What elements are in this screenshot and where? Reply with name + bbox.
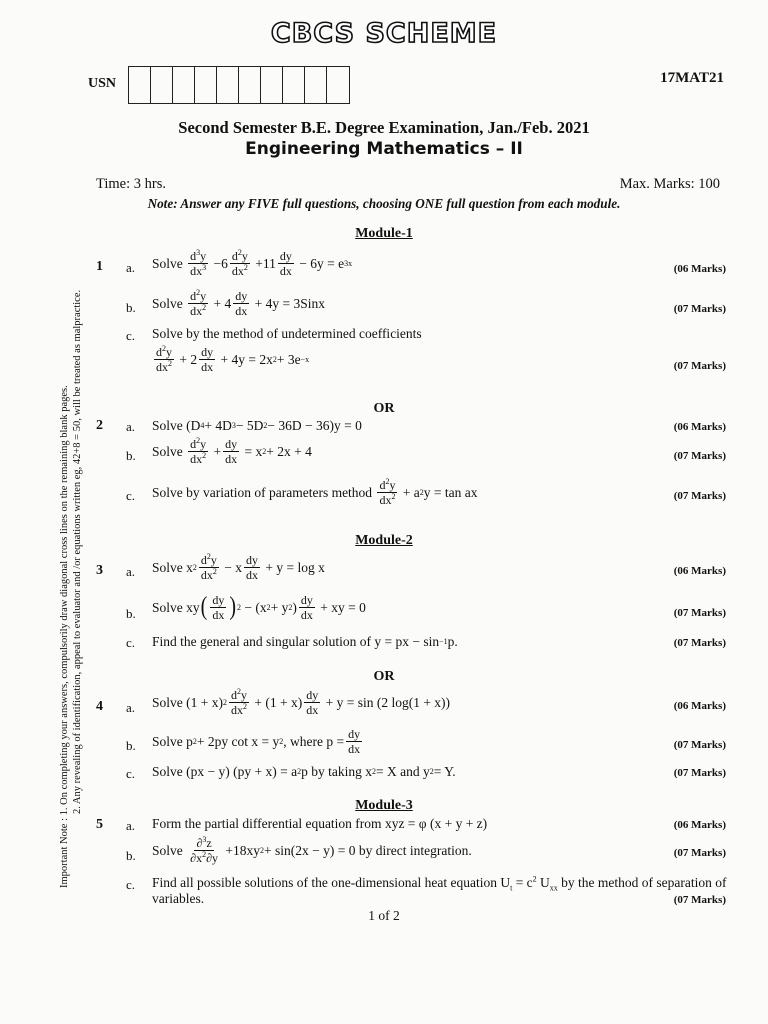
subpart-label: b. bbox=[126, 606, 136, 621]
subpart-label: c. bbox=[126, 328, 136, 343]
question-text: Solve bbox=[152, 764, 183, 779]
subpart-label: a. bbox=[126, 700, 136, 715]
question-2a: Solve (D 4 + 4D 3 − 5D 2 − 36D − 36)y = 0 bbox=[152, 418, 362, 433]
by-taking-text: by taking bbox=[311, 764, 362, 779]
question-text: Solve bbox=[152, 599, 183, 615]
question-5c: Find all possible solutions of the one-dimensional heat equation $U_t = c^2$ $U_{xx}$ by the method of separation of variables. bbox=[152, 874, 727, 906]
question-1c-text: Solve by the method of undetermined coefficients bbox=[152, 326, 422, 341]
marks-label: (07 Marks) bbox=[673, 490, 726, 502]
question-5b: Solve $\frac{\partial^3z}{\partial x^2\partial y}$ +18xy 2 + sin(2x − y) = 0 by direct integration. bbox=[152, 835, 472, 865]
question-4c: Solve (px − y) (py + x) = a 2 p by taking x 2 = X and y 2 = Y. bbox=[152, 764, 456, 779]
subpart-label: b. bbox=[126, 300, 136, 315]
question-text: Solve bbox=[152, 255, 183, 271]
question-text: Solve bbox=[152, 443, 183, 459]
subpart-label: a. bbox=[126, 818, 136, 833]
subpart-label: b. bbox=[126, 848, 136, 863]
where-text: , where bbox=[283, 733, 323, 749]
subpart-label: b. bbox=[126, 448, 136, 463]
usn-box bbox=[195, 67, 217, 103]
time-allowed: Time: 3 hrs. bbox=[96, 176, 166, 192]
marks-label: (06 Marks) bbox=[673, 263, 726, 275]
subpart-label: c. bbox=[126, 766, 136, 781]
marks-label: (07 Marks) bbox=[673, 450, 726, 462]
usn-box bbox=[173, 67, 195, 103]
usn-box bbox=[261, 67, 283, 103]
marks-label: (07 Marks) bbox=[673, 894, 726, 906]
question-text: Solve bbox=[152, 418, 183, 433]
subpart-label: c. bbox=[126, 488, 136, 503]
marks-label: (06 Marks) bbox=[673, 565, 726, 577]
marks-label: (07 Marks) bbox=[673, 847, 726, 859]
marks-label: (07 Marks) bbox=[673, 607, 726, 619]
usn-boxes bbox=[128, 66, 350, 104]
subpart-label: a. bbox=[126, 564, 136, 579]
question-text: Solve bbox=[152, 295, 183, 311]
marks-label: (06 Marks) bbox=[673, 700, 726, 712]
usn-box bbox=[283, 67, 305, 103]
usn-box bbox=[129, 67, 151, 103]
question-1a: Solve $\frac{d^3y}{dx^3}$ −6 $\frac{d^2y}{dx^2}$ +11 $\frac{dy}{dx}$ − 6y = e 3x bbox=[152, 248, 353, 278]
question-2c: Solve by variation of parameters method $\frac{d^2y}{dx^2}$ + a 2 y = tan ax bbox=[152, 477, 478, 507]
usn-box bbox=[217, 67, 239, 103]
marks-label: (07 Marks) bbox=[673, 637, 726, 649]
usn-label: USN bbox=[88, 76, 117, 91]
exam-title: Second Semester B.E. Degree Examination, Jan./Feb. 2021 bbox=[178, 118, 590, 137]
question-text: Solve bbox=[152, 733, 183, 749]
instructions-note: Note: Answer any FIVE full questions, choosing ONE full question from each module. bbox=[147, 196, 621, 211]
page-number: 1 of 2 bbox=[368, 908, 400, 923]
or-separator: OR bbox=[373, 669, 395, 684]
question-2b: Solve $\frac{d^2y}{dx^2}$ + $\frac{dy}{dx}$ = x 2 + 2x + 4 bbox=[152, 436, 312, 466]
question-number: 3 bbox=[96, 563, 103, 578]
question-text: Solve bbox=[152, 559, 183, 575]
question-text: Find the general and singular solution of bbox=[152, 634, 371, 649]
question-1b: Solve $\frac{d^2y}{dx^2}$ + 4 $\frac{dy}{dx}$ + 4y = 3Sinx bbox=[152, 288, 326, 318]
subject-code: 17MAT21 bbox=[660, 70, 724, 86]
subpart-label: a. bbox=[126, 260, 136, 275]
marks-label: (07 Marks) bbox=[673, 739, 726, 751]
subpart-label: c. bbox=[126, 877, 136, 892]
question-suffix: by the method of separation of variables. bbox=[152, 875, 727, 906]
usn-box bbox=[239, 67, 261, 103]
module-1-heading: Module-1 bbox=[355, 226, 413, 241]
question-3a: Solve x 2 $\frac{d^2y}{dx^2}$ − x $\frac{dy}{dx}$ + y = log x bbox=[152, 552, 325, 582]
question-3c: Find the general and singular solution of y = px − sin −1 p. bbox=[152, 634, 458, 649]
question-text: Form the partial differential equation from bbox=[152, 816, 382, 831]
question-3b: Solve xy ( $\frac{dy}{dx}$ ) 2 − (x 2 + y 2 ) $\frac{dy}{dx}$ + xy = 0 bbox=[152, 592, 366, 622]
important-note-line-2: 2. Any revealing of identification, appeal to evaluator and /or equations written eg, 42+8 = 50, will be treated as malpractice. bbox=[72, 289, 83, 814]
question-1c-equation: $\frac{d^2y}{dx^2}$ + 2 $\frac{dy}{dx}$ + 4y = 2x 2 + 3e −x bbox=[156, 344, 310, 374]
usn-box bbox=[151, 67, 173, 103]
marks-label: (06 Marks) bbox=[673, 421, 726, 433]
subpart-label: b. bbox=[126, 738, 136, 753]
question-number: 2 bbox=[96, 418, 103, 433]
module-3-heading: Module-3 bbox=[355, 798, 413, 813]
marks-label: (06 Marks) bbox=[673, 819, 726, 831]
question-4a: Solve (1 + x) 2 $\frac{d^2y}{dx^2}$ + (1 + x) $\frac{dy}{dx}$ + y = sin (2 log(1 + x)) bbox=[152, 687, 451, 717]
or-separator: OR bbox=[373, 401, 395, 416]
max-marks: Max. Marks: 100 bbox=[619, 176, 720, 192]
subpart-label: a. bbox=[126, 419, 136, 434]
marks-label: (07 Marks) bbox=[673, 767, 726, 779]
subpart-label: c. bbox=[126, 635, 136, 650]
usn-box bbox=[327, 67, 349, 103]
question-text: Find all possible solutions of the one-dimensional heat equation bbox=[152, 875, 497, 890]
question-number: 5 bbox=[96, 817, 103, 832]
subject-title: Engineering Mathematics – II bbox=[245, 139, 523, 159]
usn-box bbox=[305, 67, 327, 103]
marks-label: (07 Marks) bbox=[673, 303, 726, 315]
question-suffix: by direct integration. bbox=[358, 842, 472, 858]
marks-label: (07 Marks) bbox=[673, 360, 726, 372]
and-text: and bbox=[400, 764, 420, 779]
question-number: 4 bbox=[96, 699, 103, 714]
question-5a: Form the partial differential equation from xyz = φ (x + y + z) bbox=[152, 816, 488, 831]
important-note-line-1: Important Note : 1. On completing your answers, compulsorily draw diagonal cross lines on the remaining blank pages. bbox=[59, 385, 70, 888]
question-number: 1 bbox=[96, 259, 103, 274]
module-2-heading: Module-2 bbox=[355, 533, 413, 548]
question-text: Solve bbox=[152, 842, 183, 858]
cbcs-scheme-stamp: CBCS SCHEME bbox=[270, 18, 498, 49]
question-4b: Solve p 2 + 2py cot x = y 2 , where p = $\frac{dy}{dx}$ bbox=[152, 727, 361, 756]
important-note bbox=[58, 208, 84, 888]
question-text: Solve by variation of parameters method bbox=[152, 484, 373, 500]
question-text: Solve bbox=[152, 694, 183, 710]
